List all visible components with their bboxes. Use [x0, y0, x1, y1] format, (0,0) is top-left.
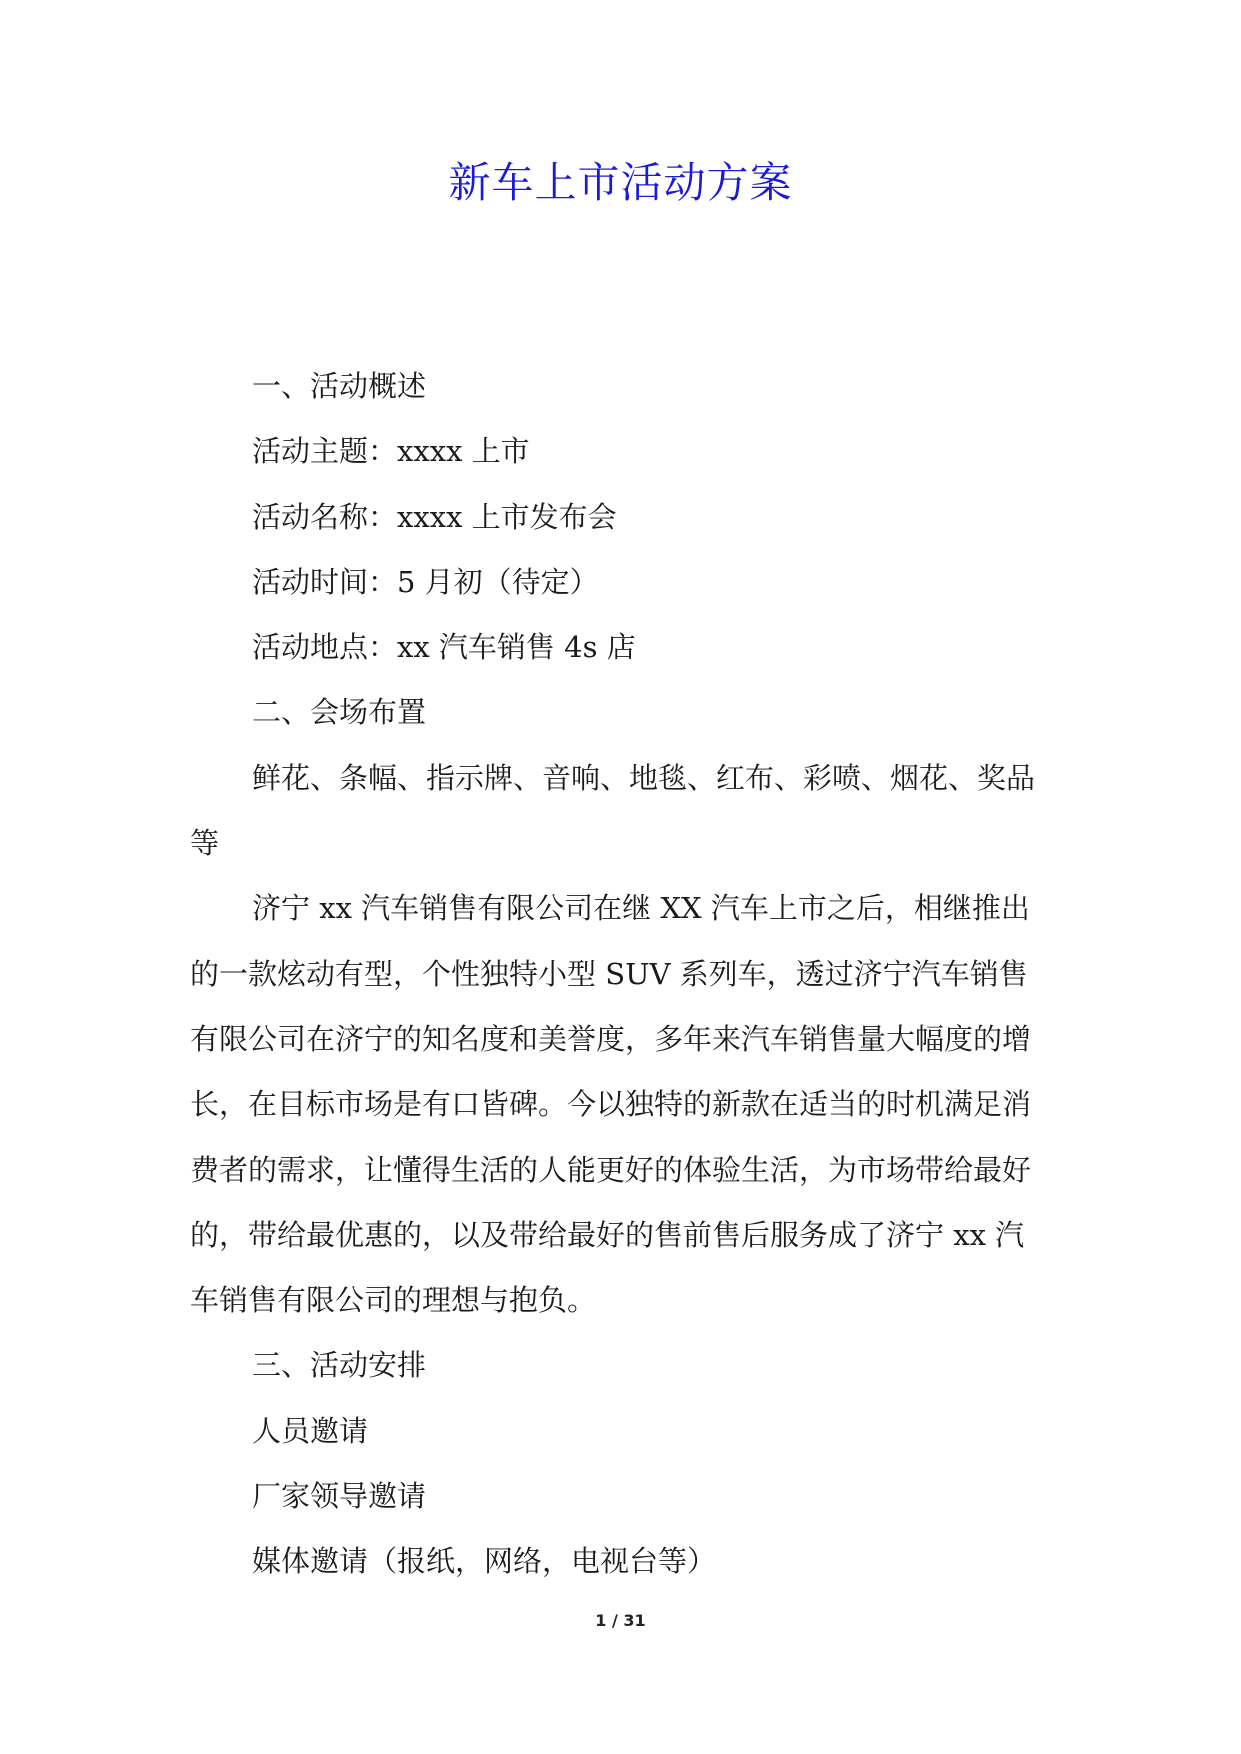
paragraph-personnel-invite: 人员邀请: [252, 1413, 369, 1448]
paragraph-time: 活动时间：5 月初（待定）: [252, 564, 599, 599]
document-body: [190, 354, 1052, 1595]
paragraph-location: 活动地点：xx 汽车销售 4s 店: [252, 630, 636, 665]
paragraph-company-intro: 济宁 xx 汽车销售有限公司在继 XX 汽车上市之后，相继推出的一款炫动有型，个性独特小型 SUV 系列车，透过济宁汽车销售有限公司在济宁的知名度和美誉度，多年来汽车销售量大幅度的增长，在目标市场是有口皆碑。今以独特的新款在适当的时机满足消费者的需求，让懂得生活的人能更好的体验生活，为市场带给最好的，带给最优惠的，以及带给最好的售前售后服务成了济宁 xx 汽车销售有限公司的理想与抱负。: [190, 891, 1032, 1318]
section-heading-overview: 一、活动概述: [252, 369, 427, 403]
page-title: 新车上市活动方案: [448, 158, 793, 207]
page-number: 1 / 31: [595, 1611, 646, 1630]
paragraph-venue-items: 鲜花、条幅、指示牌、音响、地毯、红布、彩喷、烟花、奖品等: [190, 760, 1036, 861]
paragraph-media-invite: 媒体邀请（报纸，网络，电视台等）: [252, 1544, 717, 1579]
paragraph-theme: 活动主题：xxxx 上市: [252, 434, 530, 469]
paragraph-name: 活动名称：xxxx 上市发布会: [252, 499, 617, 534]
section-heading-arrangement: 三、活动安排: [252, 1348, 427, 1383]
section-heading-venue: 二、会场布置: [252, 695, 427, 730]
paragraph-manufacturer-invite: 厂家领导邀请: [252, 1479, 427, 1514]
